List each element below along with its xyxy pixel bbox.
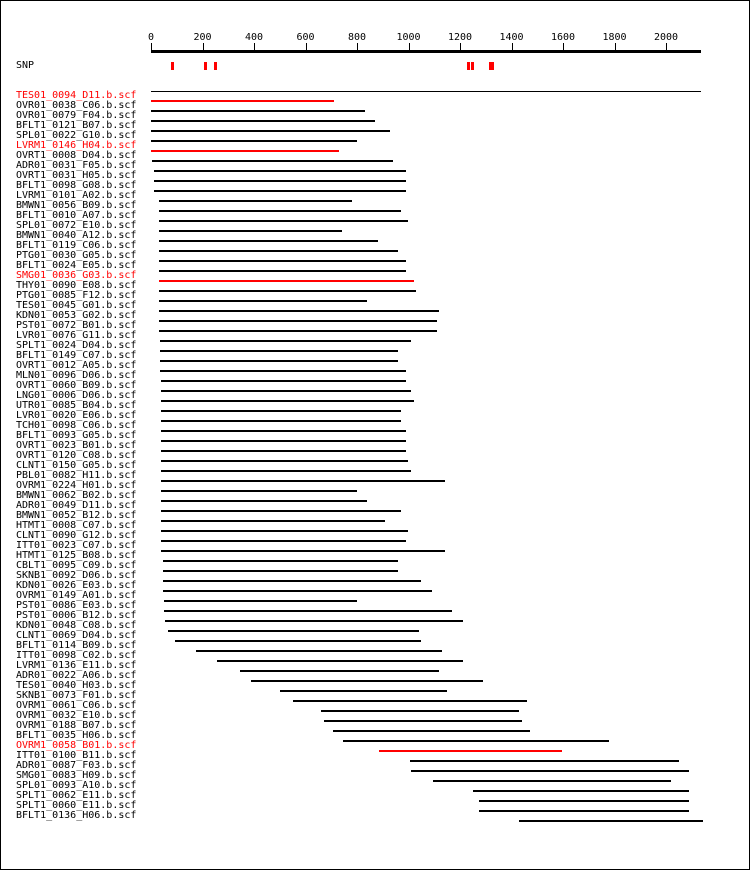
- read-bar[interactable]: [519, 820, 703, 822]
- read-bar[interactable]: [168, 630, 419, 632]
- read-bar[interactable]: [161, 430, 406, 432]
- read-bar[interactable]: [333, 730, 530, 732]
- read-bar[interactable]: [161, 400, 413, 402]
- read-label[interactable]: SMG01_0083_H09.b.scf: [16, 770, 137, 781]
- read-bar[interactable]: [161, 510, 400, 512]
- read-label[interactable]: LVR01_0020_E06.b.scf: [16, 410, 137, 421]
- read-bar[interactable]: [159, 260, 406, 262]
- read-label[interactable]: BMWN1_0040_A12.b.scf: [16, 230, 137, 241]
- read-label[interactable]: TES01_0045_G01.b.scf: [16, 300, 137, 311]
- read-label[interactable]: BFLT1_0010_A07.b.scf: [16, 210, 137, 221]
- read-bar[interactable]: [152, 160, 393, 162]
- read-bar[interactable]: [251, 680, 483, 682]
- read-bar[interactable]: [379, 750, 562, 752]
- read-bar[interactable]: [161, 490, 357, 492]
- read-label[interactable]: OVRM1_0224_H01.b.scf: [16, 480, 137, 491]
- read-label[interactable]: OVRT1_0012_A05.b.scf: [16, 360, 137, 371]
- read-label[interactable]: OVRT1_0031_H05.b.scf: [16, 170, 137, 181]
- axis-tick: [151, 43, 152, 51]
- snp-marker[interactable]: [204, 62, 207, 70]
- read-bar[interactable]: [473, 790, 689, 792]
- read-label[interactable]: CLNT1_0150_G05.b.scf: [16, 460, 137, 471]
- read-bar[interactable]: [280, 690, 447, 692]
- read-label[interactable]: BFLT1_0119_C06.b.scf: [16, 240, 137, 251]
- read-bar[interactable]: [161, 410, 400, 412]
- axis-tick-label: 1600: [550, 32, 576, 43]
- read-bar[interactable]: [161, 380, 406, 382]
- read-label[interactable]: PBL01_0082_H11.b.scf: [16, 470, 137, 481]
- read-bar[interactable]: [324, 720, 522, 722]
- axis-tick: [563, 43, 564, 51]
- read-label[interactable]: OVRT1_0060_B09.b.scf: [16, 380, 137, 391]
- read-label[interactable]: OVR01_0079_F04.b.scf: [16, 110, 137, 121]
- read-bar[interactable]: [159, 290, 417, 292]
- read-label[interactable]: ITT01_0098_C02.b.scf: [16, 650, 137, 661]
- read-label[interactable]: LNG01_0006_D06.b.scf: [16, 390, 137, 401]
- read-bar[interactable]: [161, 540, 406, 542]
- read-bar[interactable]: [159, 200, 352, 202]
- read-bar[interactable]: [159, 220, 409, 222]
- read-bar[interactable]: [163, 560, 399, 562]
- read-bar[interactable]: [161, 440, 406, 442]
- read-label[interactable]: PTG01_0085_F12.b.scf: [16, 290, 137, 301]
- read-bar[interactable]: [151, 150, 339, 152]
- read-bar[interactable]: [343, 740, 610, 742]
- read-bar[interactable]: [479, 800, 689, 802]
- read-bar[interactable]: [164, 610, 452, 612]
- read-label[interactable]: SPLT1_0062_E11.b.scf: [16, 790, 137, 801]
- axis-tick-label: 1800: [602, 32, 627, 43]
- snp-marker[interactable]: [471, 62, 474, 70]
- read-bar[interactable]: [433, 780, 671, 782]
- read-label[interactable]: UTR01_0085_B04.b.scf: [16, 400, 137, 411]
- read-label[interactable]: ITT01_0100_B11.b.scf: [16, 750, 137, 761]
- read-label[interactable]: MLN01_0096_D06.b.scf: [16, 370, 137, 381]
- read-bar[interactable]: [161, 530, 408, 532]
- read-bar[interactable]: [160, 350, 398, 352]
- snp-marker[interactable]: [171, 62, 174, 70]
- read-label[interactable]: BFLT1_0136_H06.b.scf: [16, 810, 137, 821]
- read-label[interactable]: LVRM1_0146_H04.b.scf: [16, 140, 137, 151]
- read-label[interactable]: SKNB1_0073_F01.b.scf: [16, 690, 137, 701]
- read-label[interactable]: HTMT1_0008_C07.b.scf: [16, 520, 137, 531]
- axis-tick-label: 200: [193, 32, 212, 43]
- read-label[interactable]: SPL01_0072_E10.b.scf: [16, 220, 137, 231]
- snp-marker[interactable]: [491, 62, 494, 70]
- read-bar[interactable]: [151, 140, 357, 142]
- read-bar[interactable]: [161, 500, 367, 502]
- read-bar[interactable]: [160, 370, 406, 372]
- read-bar[interactable]: [163, 590, 432, 592]
- axis-tick: [306, 43, 307, 51]
- snp-label: SNP: [16, 60, 35, 71]
- read-label[interactable]: ITT01_0023_C07.b.scf: [16, 540, 137, 551]
- read-label[interactable]: OVRM1_0149_A01.b.scf: [16, 590, 137, 601]
- read-label[interactable]: ADR01_0049_D11.b.scf: [16, 500, 137, 511]
- axis-tick: [666, 43, 667, 51]
- read-label[interactable]: LVRM1_0136_E11.b.scf: [16, 660, 137, 671]
- read-label[interactable]: BFLT1_0035_H06.b.scf: [16, 730, 137, 741]
- read-bar[interactable]: [240, 670, 440, 672]
- read-label[interactable]: BMWN1_0056_B09.b.scf: [16, 200, 137, 211]
- read-bar[interactable]: [159, 250, 398, 252]
- read-label[interactable]: ADR01_0031_F05.b.scf: [16, 160, 137, 171]
- read-bar[interactable]: [159, 210, 401, 212]
- read-label[interactable]: TES01_0040_H03.b.scf: [16, 680, 137, 691]
- read-label[interactable]: HTMT1_0125_B08.b.scf: [16, 550, 137, 561]
- read-label[interactable]: BFLT1_0024_E05.b.scf: [16, 260, 137, 271]
- read-bar[interactable]: [175, 640, 421, 642]
- read-bar[interactable]: [151, 120, 375, 122]
- read-label[interactable]: KDN01_0026_E03.b.scf: [16, 580, 137, 591]
- axis-tick-label: 1000: [396, 32, 421, 43]
- axis-tick: [357, 43, 358, 51]
- snp-marker[interactable]: [467, 62, 470, 70]
- read-label[interactable]: SKNB1_0092_D06.b.scf: [16, 570, 137, 581]
- read-label[interactable]: TES01_0094_D11.b.scf: [16, 90, 137, 101]
- track-separator: [151, 91, 701, 92]
- read-bar[interactable]: [160, 340, 411, 342]
- read-bar[interactable]: [159, 230, 342, 232]
- read-label[interactable]: BMWN1_0062_B02.b.scf: [16, 490, 137, 501]
- read-label[interactable]: BMWN1_0052_B12.b.scf: [16, 510, 137, 521]
- read-label[interactable]: PST01_0086_E03.b.scf: [16, 600, 137, 611]
- read-bar[interactable]: [410, 760, 679, 762]
- axis-tick-label: 0: [147, 32, 155, 43]
- read-bar[interactable]: [151, 110, 365, 112]
- read-label[interactable]: BFLT1_0093_G05.b.scf: [16, 430, 137, 441]
- read-label[interactable]: PST01_0006_B12.b.scf: [16, 610, 137, 621]
- read-bar[interactable]: [154, 190, 406, 192]
- axis-tick-label: 600: [296, 32, 315, 43]
- read-label[interactable]: PST01_0072_B01.b.scf: [16, 320, 137, 331]
- read-bar[interactable]: [161, 390, 411, 392]
- read-bar[interactable]: [479, 810, 689, 812]
- read-label[interactable]: BFLT1_0098_G08.b.scf: [16, 180, 137, 191]
- axis-tick: [512, 43, 513, 51]
- read-bar[interactable]: [161, 470, 411, 472]
- read-label[interactable]: OVRT1_0120_C08.b.scf: [16, 450, 137, 461]
- read-label[interactable]: SMG01_0036_G03.b.scf: [16, 270, 137, 281]
- read-bar[interactable]: [159, 270, 406, 272]
- read-bar[interactable]: [159, 320, 437, 322]
- read-label[interactable]: THY01_0090_E08.b.scf: [16, 280, 137, 291]
- read-label[interactable]: LVR01_0076_G11.b.scf: [16, 330, 137, 341]
- axis-tick-label: 1200: [447, 32, 473, 43]
- snp-marker[interactable]: [214, 62, 217, 70]
- read-bar[interactable]: [151, 100, 334, 102]
- read-label[interactable]: KDN01_0053_G02.b.scf: [16, 310, 137, 321]
- read-label[interactable]: OVRM1_0058_B01.b.scf: [16, 740, 137, 751]
- read-label[interactable]: ADR01_0022_A06.b.scf: [16, 670, 137, 681]
- read-bar[interactable]: [159, 240, 378, 242]
- read-bar[interactable]: [159, 280, 414, 282]
- read-bar[interactable]: [161, 520, 385, 522]
- axis-tick: [254, 43, 255, 51]
- axis-tick: [409, 43, 410, 51]
- read-bar[interactable]: [163, 570, 399, 572]
- read-label[interactable]: CLNT1_0069_D04.b.scf: [16, 630, 137, 641]
- read-label[interactable]: OVRT1_0023_B01.b.scf: [16, 440, 137, 451]
- axis-tick: [203, 43, 204, 51]
- read-bar[interactable]: [159, 310, 440, 312]
- scale-axis: [151, 50, 701, 53]
- read-bar[interactable]: [159, 300, 368, 302]
- read-label[interactable]: KDN01_0048_C08.b.scf: [16, 620, 137, 631]
- read-label[interactable]: SPL01_0093_A10.b.scf: [16, 780, 137, 791]
- read-label[interactable]: OVRM1_0188_B07.b.scf: [16, 720, 137, 731]
- read-label[interactable]: BFLT1_0149_C07.b.scf: [16, 350, 137, 361]
- read-label[interactable]: SPLT1_0060_E11.b.scf: [16, 800, 137, 811]
- read-bar[interactable]: [164, 600, 357, 602]
- read-label[interactable]: BFLT1_0114_B09.b.scf: [16, 640, 137, 651]
- read-bar[interactable]: [161, 450, 406, 452]
- read-bar[interactable]: [411, 770, 689, 772]
- read-label[interactable]: OVRT1_0008_D04.b.scf: [16, 150, 137, 161]
- read-label[interactable]: OVRM1_0032_E10.b.scf: [16, 710, 137, 721]
- read-bar[interactable]: [161, 420, 400, 422]
- axis-tick-label: 2000: [653, 32, 679, 43]
- read-bar[interactable]: [161, 460, 408, 462]
- axis-tick-label: 800: [347, 32, 367, 43]
- read-label[interactable]: TCH01_0098_C06.b.scf: [16, 420, 137, 431]
- read-bar[interactable]: [165, 620, 462, 622]
- read-bar[interactable]: [161, 550, 444, 552]
- read-label[interactable]: CLNT1_0090_G12.b.scf: [16, 530, 137, 541]
- read-label[interactable]: ADR01_0087_F03.b.scf: [16, 760, 137, 771]
- read-bar[interactable]: [196, 650, 442, 652]
- read-label[interactable]: BFLT1_0121_B07.b.scf: [16, 120, 137, 131]
- read-label[interactable]: LVRM1_0101_A02.b.scf: [16, 190, 137, 201]
- axis-tick-label: 400: [244, 32, 264, 43]
- read-label[interactable]: SPLT1_0024_D04.b.scf: [16, 340, 137, 351]
- read-bar[interactable]: [154, 180, 406, 182]
- read-label[interactable]: OVRM1_0061_C06.b.scf: [16, 700, 137, 711]
- read-bar[interactable]: [321, 710, 519, 712]
- read-label[interactable]: OVR01_0038_C06.b.scf: [16, 100, 137, 111]
- axis-tick: [460, 43, 461, 51]
- read-label[interactable]: CBLT1_0095_C09.b.scf: [16, 560, 137, 571]
- axis-tick-label: 1400: [499, 32, 524, 43]
- read-label[interactable]: SPL01_0022_G10.b.scf: [16, 130, 137, 141]
- read-bar[interactable]: [151, 130, 390, 132]
- read-bar[interactable]: [159, 330, 437, 332]
- read-bar[interactable]: [293, 700, 527, 702]
- read-bar[interactable]: [217, 660, 463, 662]
- axis-tick: [615, 43, 616, 51]
- read-bar[interactable]: [163, 580, 422, 582]
- read-bar[interactable]: [160, 360, 398, 362]
- read-label[interactable]: PTG01_0030_G05.b.scf: [16, 250, 137, 261]
- read-bar[interactable]: [161, 480, 444, 482]
- read-bar[interactable]: [154, 170, 406, 172]
